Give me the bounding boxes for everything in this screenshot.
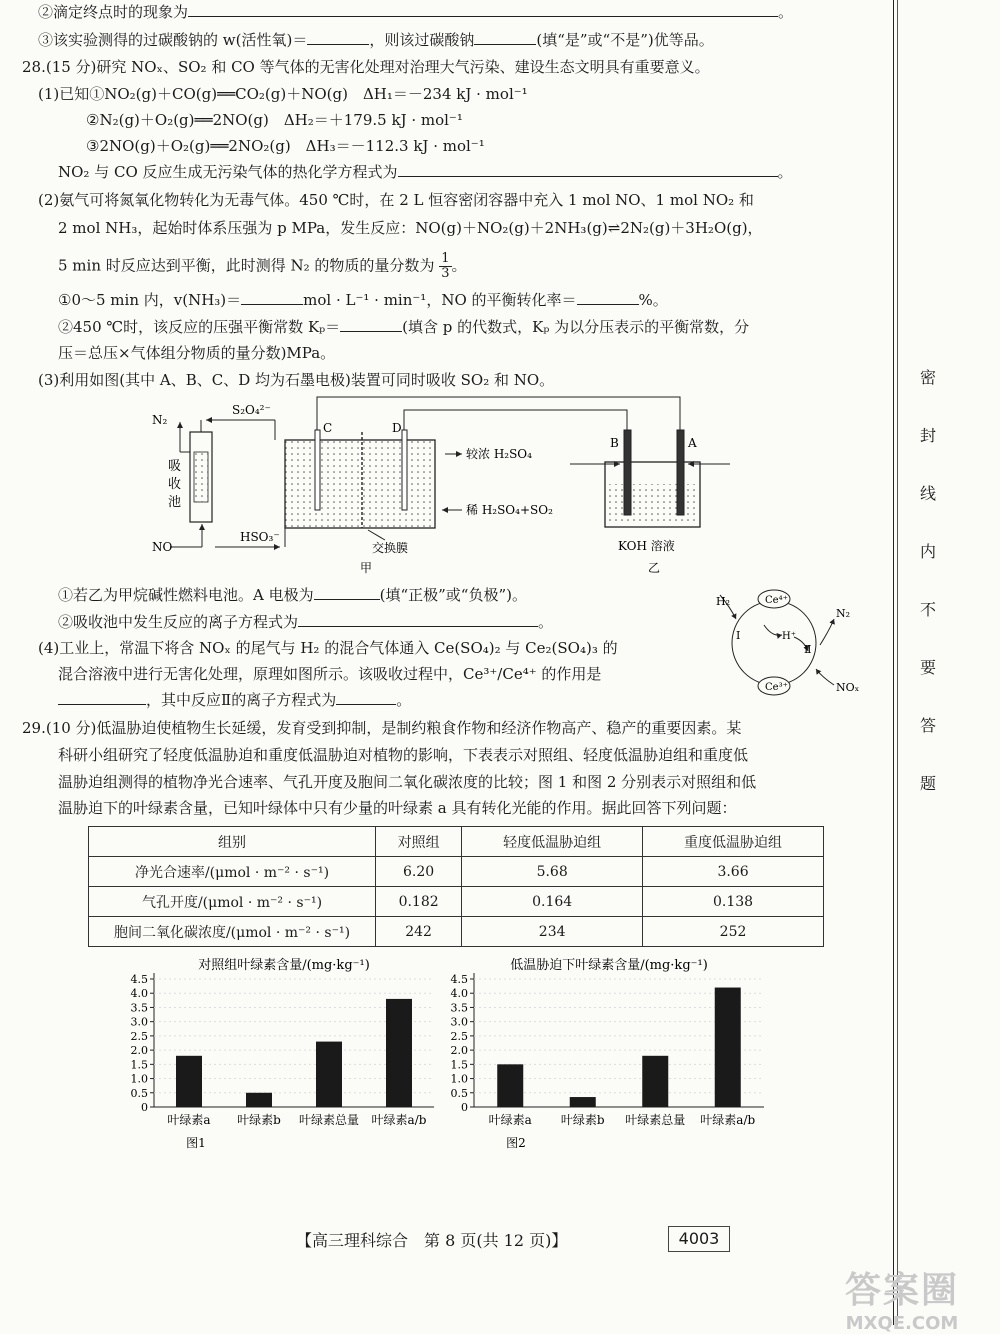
seal-text [916,368,940,832]
label-c: C [323,421,333,435]
fraction-numerator: 1 [441,251,450,266]
watermark-logo [812,1262,992,1334]
watermark-url: MXQE.COM [845,1313,959,1334]
text: (填含 p 的代数式，Kₚ 为以分压表示的平衡常数，分 [402,318,750,336]
table-cell: 6.20 [376,857,462,887]
y-tick-label: 4.5 [130,973,148,986]
label-s2o4: S₂O₄²⁻ [232,403,271,417]
ce-cycle-diagram [712,585,862,700]
answer-blank[interactable] [307,30,369,45]
label-b: B [610,436,619,450]
q29-line-b: 科研小组研究了轻度低温胁迫和重度低温胁迫对植物的影响，下表表示对照组、轻度低温胁迫组和重度低 [58,746,749,764]
q29-line-d: 温胁迫下的叶绿素含量，已知叶绿体中只有少量的叶绿素 a 具有转化光能的作用。据此回答下列问题： [58,799,737,817]
x-tick-label: 叶绿素b [237,1113,281,1127]
answer-blank[interactable] [336,690,396,705]
text: ②吸收池中发生反应的离子方程式为 [58,613,299,631]
q28-2-subq2-cont: 压＝总压×气体组分物质的量分数)MPa。 [58,344,336,362]
y-tick-label: 1.5 [450,1058,468,1072]
nox-arrow [816,669,834,685]
y-tick-label: 3.0 [130,1015,148,1029]
chart-fig1 [118,955,448,1155]
q29-line-a: 29.(10 分)低温胁迫使植物生长延缓，发育受到抑制，是制约粮食作物和经济作物高产、稳产的重要因素。某 [22,719,742,737]
seal-line [893,0,894,1325]
electrode-a [677,430,684,515]
table-header-cell: 重度低温胁迫组 [643,827,824,857]
chart-title: 低温胁迫下叶绿素含量/(mg·kg⁻¹) [510,958,708,973]
electrolysis-diagram [140,392,740,582]
label-h2: H₂ [716,595,731,608]
electrode-d [402,430,407,510]
hplus-arrow-in [764,625,782,635]
table-cell: 0.138 [643,887,824,917]
bar [316,1042,342,1107]
data-table [88,826,824,947]
y-tick-label: 3.0 [450,1015,468,1029]
table-cell: 252 [643,917,824,947]
table-cell: 胞间二氧化碳浓度/(μmol · m⁻² · s⁻¹) [89,917,376,947]
label-hplus: H⁺ [782,631,796,642]
x-tick-label: 叶绿素a/b [371,1113,427,1127]
electrode-c [315,430,320,510]
label-nox: NOₓ [836,681,860,694]
cell-jia [285,440,435,528]
bar [570,1097,596,1107]
label-absorber-2: 收 [168,477,182,492]
q29-line-c: 温胁迫组测得的植物净光合速率、气孔开度及胞间二氧化碳浓度的比较；图 1 和图 2 分别表示对照组和低 [58,773,757,791]
table-cell: 3.66 [643,857,824,887]
table-cell: 242 [376,917,462,947]
text: %。 [638,291,668,309]
x-tick-label: 叶绿素总量 [625,1113,686,1127]
text: (填“正极”或“负极”)。 [379,586,527,604]
q28-2-line-c: 5 min 时反应达到平衡，此时测得 N₂ 的物质的量分数为 $\frac{1}{3}$ 。 [58,251,467,281]
bar [715,988,741,1107]
table-row [89,857,824,887]
q28-3-subq1 [58,585,527,605]
q28-2-line-a: (2)氨气可将氮氧化物转化为无毒气体。450 ℃时，在 2 L 恒容密闭容器中充入 1 mol NO、1 mol NO₂ 和 [38,191,754,209]
text: ③该实验测得的过碳酸钠的 w(活性氧)＝ [38,31,308,49]
q28-3-subq2: ②吸收池中发生反应的离子方程式为 。 [58,613,554,631]
y-tick-label: 4.5 [450,973,468,986]
seal-char: 要 [919,658,936,677]
answer-blank[interactable] [188,2,778,17]
page-code: 4003 [668,1226,730,1252]
table-header-cell: 组别 [89,827,376,857]
seal-char: 线 [919,484,936,503]
q28-2-subq1 [58,290,668,310]
chart-title: 对照组叶绿素含量/(mg·kg⁻¹) [198,958,370,973]
q28-1-eq1: (1)已知①NO₂(g)＋CO(g)══CO₂(g)＋NO(g) ΔH₁＝－234 kJ · mol⁻¹ [38,85,528,103]
text: NO₂ 与 CO 反应生成无污染气体的热化学方程式为 [58,163,398,181]
y-tick-label: 3.5 [450,1001,468,1015]
text: ①0～5 min 内，v(NH₃)＝ [58,291,242,309]
q28-1-eq3: ③2NO(g)＋O₂(g)══2NO₂(g) ΔH₃＝－112.3 kJ · mol⁻¹ [86,137,485,155]
answer-blank[interactable] [398,162,778,177]
text: mol · L⁻¹ · min⁻¹，NO 的平衡转化率＝ [303,291,577,309]
q28-1-eq2: ②N₂(g)＋O₂(g)══2NO(g) ΔH₂＝＋179.5 kJ · mol⁻¹ [86,111,463,129]
label-ce3: Ce³⁺ [765,682,788,693]
watermark-title: 答案圈 [844,1270,959,1311]
figure-caption: 图1 [186,1136,206,1150]
label-hso3: HSO₃⁻ [240,530,280,544]
label-n2: N₂ [152,413,168,427]
q28-3-heading: (3)利用如图(其中 A、B、C、D 均为石墨电极)装置可同时吸收 SO₂ 和 NO。 [38,371,555,389]
text: ②滴定终点时的现象为 [38,3,189,21]
table-row [89,887,824,917]
figure-caption: 图2 [506,1136,526,1150]
y-tick-label: 2.0 [450,1044,468,1058]
y-tick-label: 2.0 [130,1044,148,1058]
y-tick-label: 1.0 [450,1072,468,1086]
page-footer: 【高三理科综合 第 8 页(共 12 页)】 [296,1231,568,1250]
seal-char: 内 [919,542,936,561]
text: ②450 ℃时，该反应的压强平衡常数 Kₚ＝ [58,318,341,336]
wire-c-a [317,397,680,430]
y-tick-label: 3.5 [130,1001,148,1015]
wire-d-b [404,410,627,430]
q28-1-question: NO₂ 与 CO 反应生成无污染气体的热化学方程式为 。 [58,163,793,181]
label-absorber-1: 吸 [168,459,182,474]
answer-blank[interactable] [58,690,146,705]
table-cell: 气孔开度/(μmol · m⁻² · s⁻¹) [89,887,376,917]
text: 5 min 时反应达到平衡，此时测得 N₂ 的物质的量分数为 [58,256,435,275]
label-reaction-i: Ⅰ [736,629,741,642]
fraction [439,252,451,281]
q28-heading: 28.(15 分)研究 NOₓ、SO₂ 和 CO 等气体的无害化处理对治理大气污染、建设生态文明具有重要意义。 [22,58,710,76]
y-tick-label: 2.5 [450,1029,468,1043]
fraction-denominator: 3 [441,266,450,281]
label-reaction-ii: Ⅱ [804,643,812,656]
seal-line-margin [888,0,1000,1325]
x-tick-label: 叶绿素a/b [700,1113,756,1127]
label-absorber-3: 池 [168,495,182,510]
text: ，则该过碳酸钠 [369,31,475,49]
bar [176,1056,202,1107]
text: ①若乙为甲烷碱性燃料电池。A 电极为 [58,586,314,604]
bar [642,1056,668,1107]
y-tick-label: 0 [141,1101,148,1114]
q28-4-line-a: (4)工业上，常温下将含 NOₓ 的尾气与 H₂ 的混合气体通入 Ce(SO₄)₂ 与 Ce₂(SO₄)₃ 的 [38,639,618,657]
chart-fig2 [438,955,778,1155]
table-cell: 0.164 [462,887,643,917]
table-header-cell: 轻度低温胁迫组 [462,827,643,857]
bar [386,999,412,1107]
seal-char: 答 [919,716,936,735]
x-tick-label: 叶绿素b [560,1113,605,1127]
y-tick-label: 2.5 [130,1029,148,1043]
q28-4-line-c: ，其中反应Ⅱ的离子方程式为 。 [58,690,411,710]
answer-blank[interactable] [577,290,639,305]
q27-line-2: ②滴定终点时的现象为 。 [38,3,794,21]
text: ，其中反应Ⅱ的离子方程式为 [146,691,337,709]
table-cell: 5.68 [462,857,643,887]
label-ce4: Ce⁴⁺ [765,595,788,606]
electrode-b [624,430,631,515]
seal-line-inner [897,0,898,1325]
table-cell: 净光合速率/(μmol · m⁻² · s⁻¹) [89,857,376,887]
absorber-packing [194,452,208,502]
label-n2: N₂ [836,607,851,620]
answer-blank[interactable] [340,317,402,332]
seal-char: 题 [919,774,936,793]
y-tick-label: 0 [461,1101,468,1114]
label-d: D [392,421,402,435]
label-conc-h2so4: 较浓 H₂SO₄ [466,447,532,461]
label-koh: KOH 溶液 [618,539,675,553]
q28-4-line-b: 混合溶液中进行无害化处理，原理如图所示。该吸收过程中，Ce³⁺/Ce⁴⁺ 的作用是 [58,665,602,683]
x-tick-label: 叶绿素总量 [298,1113,360,1127]
label-yi: 乙 [648,561,661,575]
y-tick-label: 0.5 [450,1086,468,1100]
y-tick-label: 4.0 [130,987,148,1001]
x-tick-label: 叶绿素a [488,1113,532,1127]
bar [246,1093,272,1107]
q28-2-subq2 [58,317,749,337]
table-cell: 234 [462,917,643,947]
label-no: NO [152,540,173,554]
label-dilute-h2so4: 稀 H₂SO₄+SO₂ [466,503,553,517]
answer-blank[interactable] [314,585,380,600]
q28-2-line-b: 2 mol NH₃，起始时体系压强为 p MPa，发生反应：NO(g)＋NO₂(g)＋2NH₃(g)⇌2N₂(g)＋3H₂O(g)， [58,219,763,237]
y-tick-label: 1.0 [130,1072,148,1086]
n2-arrow [820,619,834,645]
seal-char: 不 [919,600,936,619]
table-header-row [89,827,824,857]
table-header-cell: 对照组 [376,827,462,857]
y-tick-label: 4.0 [450,987,468,1001]
seal-char: 密 [919,368,936,387]
y-tick-label: 1.5 [130,1058,148,1072]
x-tick-label: 叶绿素a [167,1113,211,1127]
answer-blank[interactable] [474,30,536,45]
membrane-pointer [368,530,385,540]
bar [497,1064,523,1107]
answer-blank[interactable] [241,290,303,305]
answer-blank[interactable] [298,612,538,627]
text: (填“是”或“不是”)优等品。 [536,31,714,49]
label-membrane: 交换膜 [372,541,409,555]
table-row [89,917,824,947]
q27-line-3 [38,30,714,50]
table-cell: 0.182 [376,887,462,917]
seal-char: 封 [919,426,936,445]
label-jia: 甲 [360,561,373,575]
y-tick-label: 0.5 [130,1086,148,1100]
label-a: A [688,436,697,450]
